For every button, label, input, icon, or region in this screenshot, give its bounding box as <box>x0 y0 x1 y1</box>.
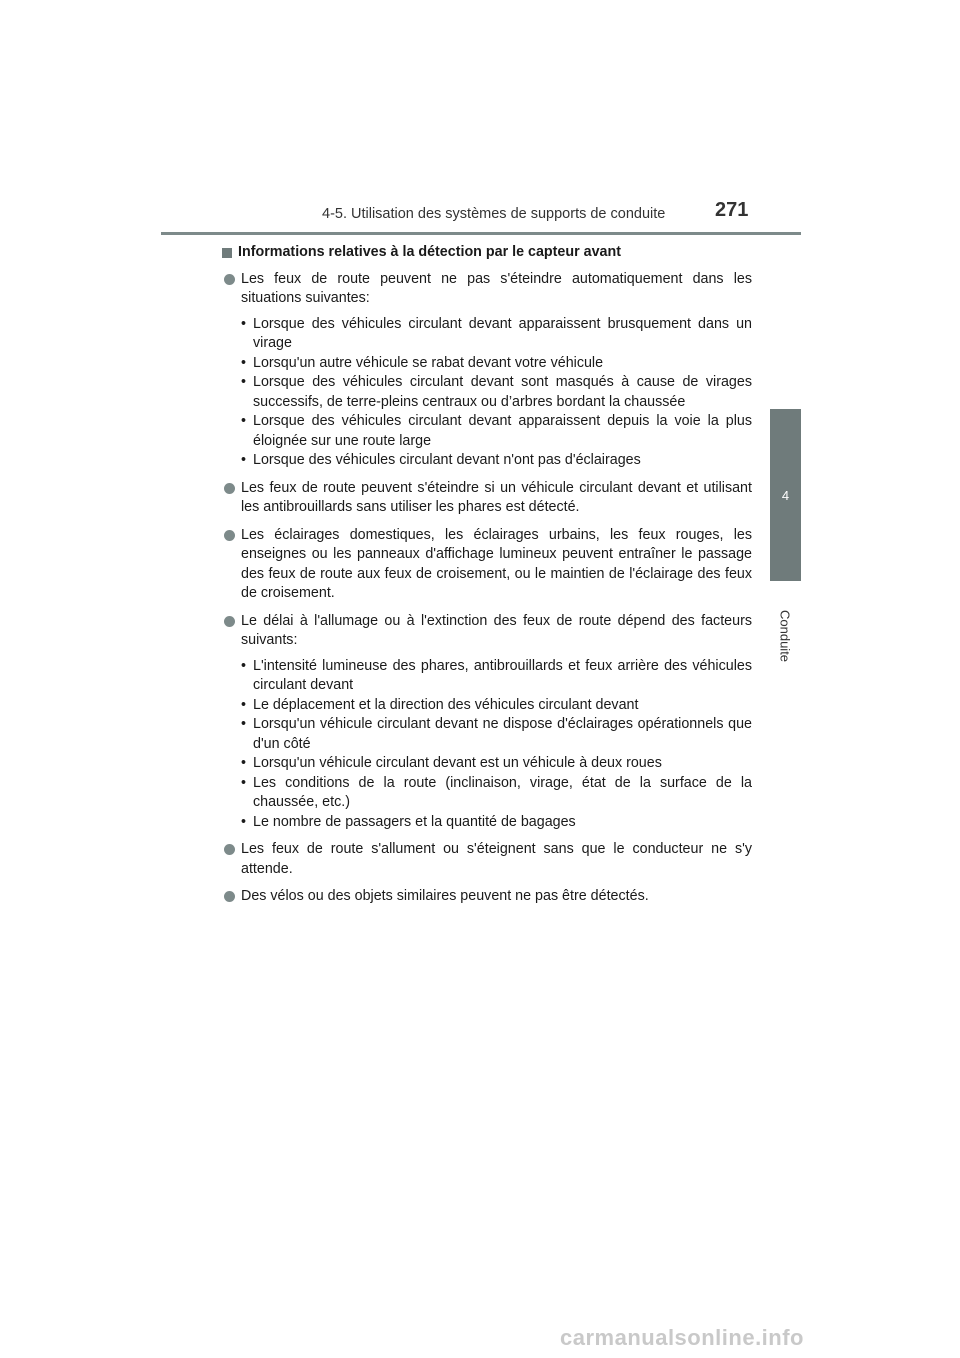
sub-item: • Lorsque des véhicules circulant devant sont masqués à cause de virages successifs, de terre-pleins centraux ou d’arbres bordant la chaussée <box>241 373 752 412</box>
sub-item: • Lorsque des véhicules circulant devant apparaissent depuis la voie la plus éloignée sur une route large <box>241 412 752 451</box>
sub-item: • Le nombre de passagers et la quantité de bagages <box>241 813 752 833</box>
sub-item: • L'intensité lumineuse des phares, antibrouillards et feux arrière des véhicules circulant devant <box>241 657 752 696</box>
sub-item: • Lorsqu'un véhicule circulant devant est un véhicule à deux roues <box>241 754 752 774</box>
bullet-text: Les feux de route s'allument ou s'éteignent sans que le conducteur ne s'y attende. <box>241 841 752 877</box>
square-bullet-icon <box>222 248 232 258</box>
chapter-label: Conduite <box>777 610 793 663</box>
bullet-item <box>224 526 752 604</box>
sub-list <box>241 657 752 833</box>
chapter-number: 4 <box>781 487 790 503</box>
sub-item: • Lorsque des véhicules circulant devant apparaissent brusquement dans un virage <box>241 315 752 354</box>
bullet-text: Des vélos ou des objets similaires peuvent ne pas être détectés. <box>241 888 649 904</box>
bullet-item <box>224 479 752 518</box>
bullet-text: Les éclairages domestiques, les éclairages urbains, les feux rouges, les enseignes ou les panneaux d'affichage lumineux peuvent entraîner le passage des feux de route aux feux de croisement, ou le maintien de l'éclairage des feux de croisement. <box>241 526 752 601</box>
bullet-list <box>222 270 752 907</box>
chapter-tab <box>770 409 801 581</box>
page-content <box>222 243 752 915</box>
bullet-item <box>224 887 752 907</box>
bullet-text: Les feux de route peuvent ne pas s'éteindre automatiquement dans les situations suivantes: <box>241 270 752 306</box>
sub-item: • Les conditions de la route (inclinaison, virage, état de la surface de la chaussée, etc.) <box>241 774 752 813</box>
sub-item: • Lorsqu'un véhicule circulant devant ne dispose d'éclairages opérationnels que d'un côté <box>241 715 752 754</box>
page-number: 271 <box>715 199 749 221</box>
circle-bullet-icon <box>224 844 235 855</box>
circle-bullet-icon <box>224 891 235 902</box>
circle-bullet-icon <box>224 530 235 541</box>
circle-bullet-icon <box>224 274 235 285</box>
bullet-item <box>224 612 752 833</box>
circle-bullet-icon <box>224 483 235 494</box>
sub-item: • Lorsqu'un autre véhicule se rabat devant votre véhicule <box>241 354 752 374</box>
bullet-text: Le délai à l'allumage ou à l'extinction des feux de route dépend des facteurs suivants: <box>241 612 752 648</box>
sub-item: • Lorsque des véhicules circulant devant n'ont pas d'éclairages <box>241 451 752 471</box>
bullet-item <box>224 840 752 879</box>
watermark: carmanualsonline.info <box>560 1325 804 1350</box>
sub-list <box>241 315 752 471</box>
sub-item: • Le déplacement et la direction des véhicules circulant devant <box>241 696 752 716</box>
circle-bullet-icon <box>224 616 235 627</box>
section-title: Informations relatives à la détection par le capteur avant <box>238 244 621 260</box>
section-heading <box>222 243 752 263</box>
bullet-text: Les feux de route peuvent s'éteindre si un véhicule circulant devant et utilisant les antibrouillards sans utiliser les phares est détecté. <box>241 479 752 515</box>
header-rule <box>161 232 801 235</box>
running-header: 4-5. Utilisation des systèmes de supports de conduite <box>322 206 666 222</box>
bullet-item <box>224 270 752 471</box>
